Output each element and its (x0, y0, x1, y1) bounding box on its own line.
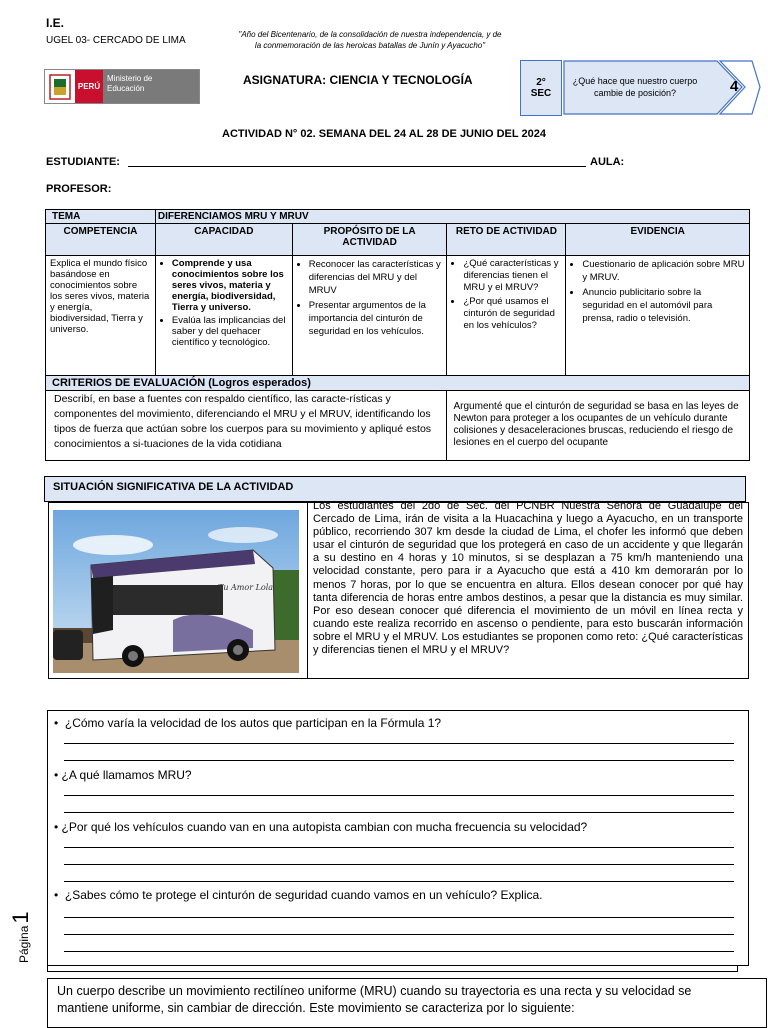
mru-definition: Un cuerpo describe un movimiento rectilíneo uniforme (MRU) cuando su trayectoria es una recta y su velocidad se mantiene uniforme, sin cambiar de dirección. Este movimiento se caracteriza por lo siguiente: (57, 984, 692, 1015)
criterios-label: CRITERIOS DE EVALUACIÓN (Logros esperados) (46, 376, 750, 391)
answer-line[interactable] (64, 795, 734, 796)
answer-line[interactable] (64, 951, 734, 952)
capacidad-cell (155, 256, 292, 376)
teacher-label: PROFESOR: (46, 183, 112, 195)
header-reto: RETO DE ACTIVIDAD (447, 224, 566, 256)
question-item: • ¿A qué llamamos MRU? (54, 768, 192, 782)
page-label: Página (17, 925, 31, 963)
question-item: • ¿Por qué los vehículos cuando van en una autopista cambian con mucha frecuencia su velocidad? (54, 820, 588, 834)
header-capacidad: CAPACIDAD (155, 224, 292, 256)
question-text: ¿Cómo varía la velocidad de los autos que participan en la Fórmula 1? (64, 716, 442, 730)
answer-line[interactable] (64, 760, 734, 761)
situacion-divider (307, 502, 308, 679)
question-item: • ¿Sabes cómo te protege el cinturón de seguridad cuando vamos en un vehículo? Explica. (54, 888, 543, 902)
reto-item: • ¿Qué características y diferencias tienen el MRU y el MRUV? (463, 258, 561, 294)
answer-line[interactable] (64, 934, 734, 935)
question-item: • ¿Cómo varía la velocidad de los autos que participan en la Fórmula 1? (54, 716, 442, 730)
header-evidencia: EVIDENCIA (566, 224, 750, 256)
reto-item: • ¿Por qué usamos el cinturón de seguridad en los vehículos? (463, 296, 561, 332)
page-number (6, 890, 36, 963)
header-proposito: PROPÓSITO DE LA ACTIVIDAD (292, 224, 447, 256)
tema-label: TEMA (46, 210, 156, 224)
answer-line[interactable] (64, 812, 734, 813)
grade-number: 2° (536, 77, 546, 88)
capacidad-item: • Comprende y usa conocimientos sobre los seres vivos, materia y energía, biodiversidad, Tierra y universo. (172, 258, 288, 313)
ministry-name (103, 70, 199, 103)
page-label-wrap (8, 893, 34, 963)
capacidad-item: • Evalúa las implicancias del saber y del quehacer científico y tecnológico. (172, 315, 288, 348)
proposito-item: • Reconocer las características y diferencias del MRU y del MRUV (309, 258, 443, 297)
ministry-logo (44, 69, 200, 104)
classroom-label: AULA: (590, 156, 625, 168)
bus-photo (53, 510, 299, 673)
bus-lettering: Tu Amor Lola (218, 583, 274, 592)
questions-box-shadow (47, 966, 738, 972)
school-label: I.E. (46, 16, 65, 30)
guiding-question (570, 75, 700, 99)
ugel-label: UGEL 03- CERCADO DE LIMA (46, 35, 186, 46)
activity-table (45, 209, 750, 461)
grade-level: SEC (530, 88, 552, 99)
header-competencia: COMPETENCIA (46, 224, 156, 256)
answer-line[interactable] (64, 917, 734, 918)
ministry-line-1: Ministerio de (107, 74, 153, 83)
grade-box (520, 60, 562, 116)
evidencia-cell (566, 256, 750, 376)
criterio-2: Argumenté que el cinturón de seguridad se basa en las leyes de Newton para proteger a los ocupantes de un vehículo durante colisiones y desaceleraciones bruscas, reduciendo el riesgo de lesiones en el cuerpo del ocupante (447, 391, 750, 461)
competencia-cell: Explica el mundo físico basándose en conocimientos sobre los seres vivos, materia y energía, biodiversidad, Tierra y universo. (46, 256, 156, 376)
situacion-text: Los estudiantes del 2do de Sec. del PCNBR Nuestra Señora de Guadalupe del Cercado de Lima, irán de visita a la Huacachina y luego a Ayacucho, en un transporte público, recorriendo 307 km desde la ciudad de Lima, el chofer les informó que deben usar el cinturón de seguridad que los protegerá en caso de un accidente y que llegarán a su destino en 4 horas y 10 minutos, si se desplazan a 75 km/h manteniendo una velocidad constante, pero para ir a Ayacucho que está a 410 km demorarán por lo menos 7 horas, por lo que se encuentra en altura. Ellos desean conocer por qué hay tanta diferencia de horas entre ambos destinos, a pesar que la distancia es muy similar. Por eso desean conocer qué diferencia el movimiento de un móvil en línea recta y cuando este realiza recorrido en ascenso o pendiente, para esto buscarán información sobre el MRU y el MRUV. Los estudiantes se proponen como reto: ¿Qué características y diferencias tienen el MRU y el MRUV? (313, 500, 743, 657)
answer-line[interactable] (64, 743, 734, 744)
proposito-item: • Presentar argumentos de la importancia del cinturón de seguridad en los vehículos. (309, 299, 443, 338)
guiding-question-line-1: ¿Qué hace que nuestro cuerpo (572, 76, 698, 86)
question-text: ¿A qué llamamos MRU? (61, 768, 192, 782)
answer-line[interactable] (64, 847, 734, 848)
answer-line[interactable] (64, 881, 734, 882)
tema-value: DIFERENCIAMOS MRU Y MRUV (155, 210, 749, 224)
peru-shield-icon (45, 70, 75, 103)
ministry-line-2: Educación (107, 84, 145, 93)
page-number-value: 1 (8, 911, 33, 924)
peru-label: PERÚ (75, 70, 103, 103)
guiding-question-line-2: cambie de posición? (593, 88, 677, 98)
evidencia-item: • Anuncio publicitario sobre la seguridad en el automóvil para prensa, radio o televisión. (582, 286, 745, 325)
unit-number: 4 (730, 78, 739, 95)
student-label: ESTUDIANTE: (46, 156, 120, 168)
student-name-line[interactable] (128, 166, 586, 167)
question-text: ¿Sabes cómo te protege el cinturón de seguridad cuando vamos en un vehículo? Explica. (64, 888, 543, 902)
situacion-label: SITUACIÓN SIGNIFICATIVA DE LA ACTIVIDAD (44, 476, 746, 502)
activity-title: ACTIVIDAD N° 02. SEMANA DEL 24 AL 28 DE JUNIO DEL 2024 (222, 128, 546, 140)
year-motto-line-2: la conmemoración de las heroicas batallas de Junín y Ayacucho" (254, 41, 486, 50)
criterio-1: Describí, en base a fuentes con respaldo científico, las caracte-rísticas y componentes del movimiento, diferenciando el MRU y el MRUV, identificando los tipos de fuerza que actúan sobre los cuerpos para su movimiento y apliqué estos conocimientos a si-tuaciones de la vida cotidiana (46, 391, 447, 461)
questions-box (47, 710, 749, 966)
year-motto-line-1: "Año del Bicentenario, de la consolidación de nuestra independencia, y de (238, 30, 502, 39)
evidencia-item: • Cuestionario de aplicación sobre MRU y MRUV. (582, 258, 745, 284)
question-text: ¿Por qué los vehículos cuando van en una autopista cambian con mucha frecuencia su velocidad? (61, 820, 588, 834)
reto-cell (447, 256, 566, 376)
proposito-cell (292, 256, 447, 376)
year-motto (230, 29, 510, 51)
answer-line[interactable] (64, 864, 734, 865)
subject-title: ASIGNATURA: CIENCIA Y TECNOLOGÍA (243, 73, 473, 87)
